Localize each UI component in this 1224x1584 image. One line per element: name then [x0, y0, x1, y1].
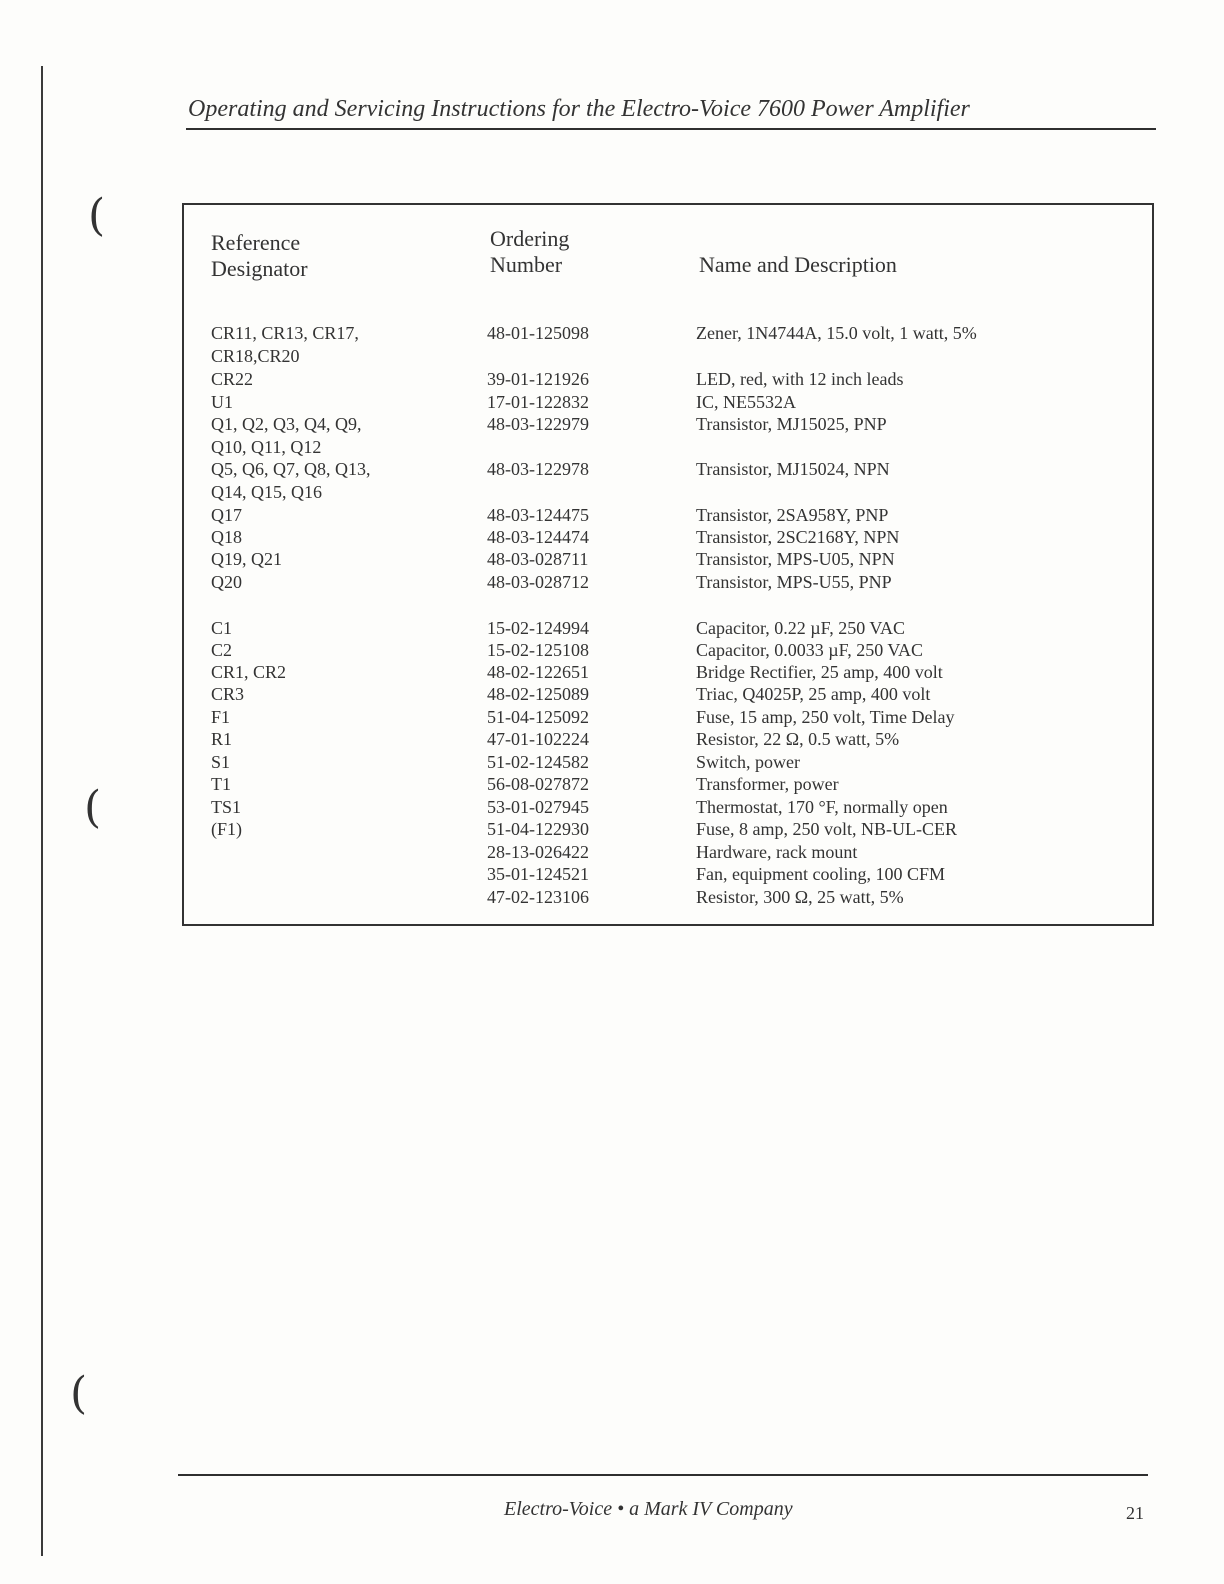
binding-hole-mark: (	[70, 1368, 88, 1419]
header-rule	[186, 128, 1156, 130]
cell-ordering-number: 56-08-027872	[487, 774, 589, 794]
table-row	[184, 818, 1152, 840]
binding-edge-line	[41, 66, 43, 1556]
page-header-title: Operating and Servicing Instructions for the Electro-Voice 7600 Power Amplifier	[188, 96, 970, 122]
cell-description: Switch, power	[696, 752, 800, 772]
table-row	[184, 751, 1152, 773]
cell-reference: Q14, Q15, Q16	[211, 482, 322, 502]
cell-description: Transistor, MJ15025, PNP	[696, 414, 887, 434]
cell-reference: Q5, Q6, Q7, Q8, Q13,	[211, 459, 371, 479]
cell-reference: T1	[211, 774, 231, 794]
cell-ordering-number: 51-04-122930	[487, 819, 589, 839]
table-row	[184, 391, 1152, 413]
cell-description: Transistor, MPS-U05, NPN	[696, 549, 895, 569]
cell-reference: F1	[211, 707, 231, 727]
cell-description: Resistor, 300 Ω, 25 watt, 5%	[696, 887, 904, 907]
table-row	[184, 661, 1152, 683]
cell-reference: TS1	[211, 797, 242, 817]
cell-reference: CR11, CR13, CR17,	[211, 323, 359, 343]
binding-hole-mark: (	[88, 190, 106, 241]
cell-description: Transistor, 2SC2168Y, NPN	[696, 527, 900, 547]
cell-description: Fuse, 15 amp, 250 volt, Time Delay	[696, 707, 955, 727]
page-number: 21	[1126, 1503, 1144, 1523]
cell-description: Bridge Rectifier, 25 amp, 400 volt	[696, 662, 943, 682]
cell-ordering-number: 48-03-124474	[487, 527, 589, 547]
column-header-description-label: Name and Description	[699, 252, 897, 277]
column-header-description	[699, 252, 897, 278]
cell-ordering-number: 15-02-125108	[487, 640, 589, 660]
cell-ordering-number: 47-02-123106	[487, 887, 589, 907]
table-row	[184, 481, 1152, 503]
cell-ordering-number: 53-01-027945	[487, 797, 589, 817]
cell-description: Zener, 1N4744A, 15.0 volt, 1 watt, 5%	[696, 323, 977, 343]
table-row	[184, 728, 1152, 750]
cell-description: Capacitor, 0.22 µF, 250 VAC	[696, 618, 906, 638]
table-row	[184, 706, 1152, 728]
parts-list-table	[182, 203, 1154, 926]
cell-reference: C2	[211, 640, 233, 660]
column-header-reference-line1: Reference	[211, 230, 301, 255]
table-row	[184, 841, 1152, 863]
table-row	[184, 617, 1152, 639]
table-row	[184, 796, 1152, 818]
cell-reference: R1	[211, 729, 233, 749]
cell-ordering-number: 48-01-125098	[487, 323, 589, 343]
table-row	[184, 639, 1152, 661]
table-row	[184, 436, 1152, 458]
cell-ordering-number: 48-02-122651	[487, 662, 589, 682]
cell-ordering-number: 28-13-026422	[487, 842, 589, 862]
cell-reference: S1	[211, 752, 231, 772]
cell-reference: Q18	[211, 527, 242, 547]
cell-description: Transformer, power	[696, 774, 839, 794]
cell-ordering-number: 48-03-028712	[487, 572, 589, 592]
cell-reference: Q1, Q2, Q3, Q4, Q9,	[211, 414, 362, 434]
table-row	[184, 863, 1152, 885]
column-header-ordering-line1: Ordering	[490, 226, 570, 251]
table-row	[184, 345, 1152, 367]
cell-reference: CR18,CR20	[211, 346, 300, 366]
column-header-reference	[211, 230, 308, 282]
table-row	[184, 886, 1152, 908]
cell-description: IC, NE5532A	[696, 392, 796, 412]
cell-ordering-number: 15-02-124994	[487, 618, 589, 638]
footer-company: Electro-Voice • a Mark IV Company	[504, 1498, 793, 1520]
cell-description: Thermostat, 170 °F, normally open	[696, 797, 948, 817]
table-row	[184, 368, 1152, 390]
cell-description: Hardware, rack mount	[696, 842, 858, 862]
cell-description: Fan, equipment cooling, 100 CFM	[696, 864, 945, 884]
cell-ordering-number: 48-02-125089	[487, 684, 589, 704]
cell-reference: Q17	[211, 505, 242, 525]
cell-description: Capacitor, 0.0033 µF, 250 VAC	[696, 640, 924, 660]
cell-ordering-number: 48-03-124475	[487, 505, 589, 525]
cell-ordering-number: 47-01-102224	[487, 729, 589, 749]
table-row	[184, 504, 1152, 526]
cell-ordering-number: 17-01-122832	[487, 392, 589, 412]
cell-description: LED, red, with 12 inch leads	[696, 369, 904, 389]
cell-description: Transistor, MPS-U55, PNP	[696, 572, 892, 592]
table-row	[184, 458, 1152, 480]
column-header-ordering-number	[490, 226, 569, 278]
table-row	[184, 683, 1152, 705]
table-row	[184, 548, 1152, 570]
binding-hole-mark: (	[84, 782, 102, 833]
cell-description: Fuse, 8 amp, 250 volt, NB-UL-CER	[696, 819, 957, 839]
cell-description: Resistor, 22 Ω, 0.5 watt, 5%	[696, 729, 900, 749]
cell-reference: CR3	[211, 684, 245, 704]
cell-ordering-number: 48-03-122978	[487, 459, 589, 479]
cell-reference: Q20	[211, 572, 242, 592]
table-row	[184, 773, 1152, 795]
cell-reference: (F1)	[211, 819, 242, 839]
table-row	[184, 571, 1152, 593]
cell-description: Transistor, 2SA958Y, PNP	[696, 505, 889, 525]
cell-description: Transistor, MJ15024, NPN	[696, 459, 890, 479]
column-header-ordering-line2: Number	[490, 252, 563, 277]
cell-reference: U1	[211, 392, 233, 412]
cell-ordering-number: 39-01-121926	[487, 369, 589, 389]
table-row	[184, 526, 1152, 548]
cell-reference: C1	[211, 618, 233, 638]
column-header-reference-line2: Designator	[211, 256, 308, 281]
cell-ordering-number: 48-03-122979	[487, 414, 589, 434]
table-row	[184, 413, 1152, 435]
footer-rule	[178, 1474, 1148, 1476]
cell-ordering-number: 35-01-124521	[487, 864, 589, 884]
cell-ordering-number: 51-04-125092	[487, 707, 589, 727]
cell-reference: CR22	[211, 369, 254, 389]
cell-reference: CR1, CR2	[211, 662, 287, 682]
cell-ordering-number: 48-03-028711	[487, 549, 589, 569]
cell-reference: Q19, Q21	[211, 549, 282, 569]
cell-description: Triac, Q4025P, 25 amp, 400 volt	[696, 684, 931, 704]
cell-reference: Q10, Q11, Q12	[211, 437, 322, 457]
table-row	[184, 322, 1152, 344]
cell-ordering-number: 51-02-124582	[487, 752, 589, 772]
